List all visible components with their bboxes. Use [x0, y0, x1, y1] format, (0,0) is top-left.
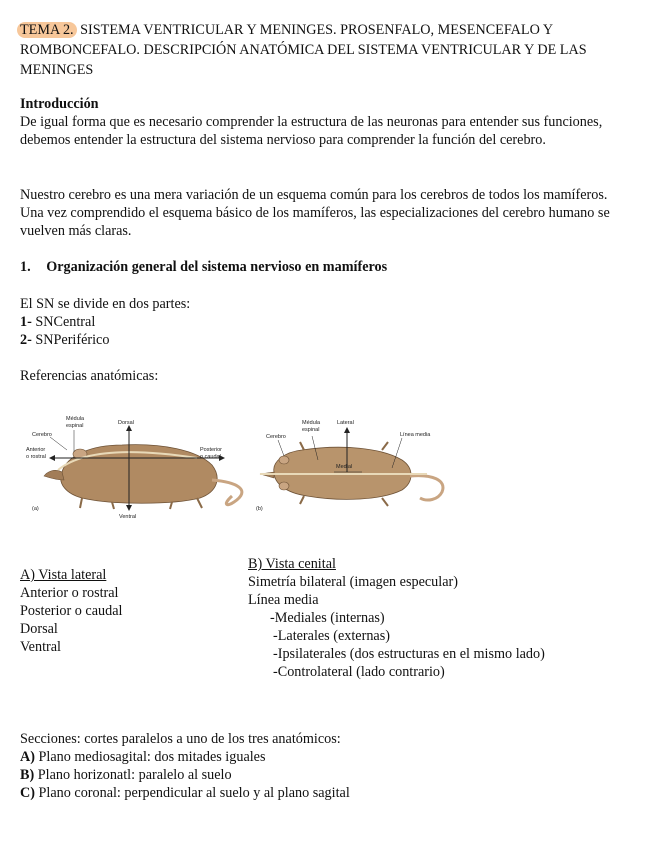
lbl-b-medula: Médula: [302, 420, 321, 426]
lbl-b-cerebro: Cerebro: [266, 434, 286, 440]
lbl-a-cerebro: Cerebro: [32, 432, 52, 438]
section-1-number: 1.: [20, 259, 31, 275]
lbl-a-dorsal: Dorsal: [118, 420, 134, 426]
seccion-letter: A): [20, 749, 35, 765]
sn-division: [20, 295, 190, 349]
vista-lateral-item: Dorsal: [20, 621, 58, 637]
lbl-b-panel: (b): [256, 506, 263, 512]
intro-heading: Introducción: [20, 96, 99, 112]
vista-cenital: [248, 555, 648, 681]
document-title: [20, 20, 640, 80]
section-1-heading: [20, 258, 387, 276]
section-1-title: Organización general del sistema nervioso en mamíferos: [46, 259, 388, 275]
vista-lateral-item: Posterior o caudal: [20, 603, 123, 619]
lbl-a-panel: (a): [32, 506, 39, 512]
sn-item-2-num: 2-: [20, 332, 32, 348]
sn-divides-text: El SN se divide en dos partes:: [20, 296, 191, 312]
sn-item-1-text: SNCentral: [31, 314, 96, 330]
lbl-a-o-rostral: o rostral: [26, 454, 46, 460]
lbl-a-posterior: Posterior: [200, 447, 223, 453]
seccion-letter: C): [20, 785, 35, 801]
seccion-item: [20, 748, 620, 766]
vista-cenital-sub: -Ipsilaterales (dos estructuras en el mismo lado): [273, 646, 545, 662]
seccion-item: [20, 784, 620, 802]
lbl-b-linea-media: Línea media: [400, 432, 431, 438]
lbl-b-espinal: espinal: [302, 427, 320, 433]
seccion-text: Plano mediosagital: dos mitades iguales: [34, 749, 266, 765]
seccion-letter: B): [20, 767, 35, 783]
lbl-b-lateral: Lateral: [337, 420, 354, 426]
intro-section: [20, 95, 620, 149]
lbl-a-o-caudal: o caudal: [200, 454, 221, 460]
vista-lateral-item: Ventral: [20, 639, 61, 655]
lbl-a-ventral: Ventral: [119, 514, 137, 520]
intro-paragraph-2-block: [20, 186, 620, 240]
vista-lateral: [20, 566, 122, 656]
sn-item-2-text: SNPeriférico: [31, 332, 110, 348]
vista-cenital-sub: -Mediales (internas): [270, 610, 385, 626]
vista-cenital-item: Simetría bilateral (imagen especular): [248, 574, 458, 590]
lbl-a-espinal: espinal: [66, 423, 84, 429]
vista-cenital-sub: -Laterales (externas): [273, 628, 390, 644]
sn-item-1: [20, 313, 190, 331]
sn-item-2: [20, 331, 190, 349]
rat-lateral: [44, 425, 242, 511]
title-highlight: TEMA 2.: [17, 22, 77, 38]
seccion-text: Plano horizonatl: paralelo al suelo: [34, 767, 232, 783]
lbl-a-medula: Médula: [66, 416, 85, 422]
lbl-b-medial: Medial: [336, 464, 353, 470]
vista-cenital-sub: -Controlateral (lado contrario): [273, 664, 445, 680]
lbl-a-anterior: Anterior: [26, 447, 46, 453]
vista-lateral-heading: A) Vista lateral: [20, 567, 107, 583]
secciones-intro: Secciones: cortes paralelos a uno de los tres anatómicos:: [20, 731, 341, 747]
intro-paragraph-2: Nuestro cerebro es una mera variación de un esquema común para los cerebros de todos los mamíferos. Una vez comprendido el esquema básico de los mamíferos, las especializaciones del cerebro humano se vuelven más claras.: [20, 187, 610, 239]
title-text: SISTEMA VENTRICULAR Y MENINGES. PROSENFALO, MESENCEFALO Y ROMBONCEFALO. DESCRIPCIÓN ANATÓMICA DEL SISTEMA VENTRICULAR Y DE LAS MENINGES: [20, 22, 587, 78]
intro-paragraph-1: De igual forma que es necesario comprender la estructura de las neuronas para entender sus funciones, debemos entender la estructura del sistema nervioso para comprender la función del cerebro.: [20, 114, 603, 148]
vista-cenital-heading: B) Vista cenital: [248, 556, 336, 572]
refs-text: Referencias anatómicas:: [20, 368, 159, 384]
rat-figure: [22, 410, 462, 520]
refs-line: [20, 367, 158, 385]
sn-item-1-num: 1-: [20, 314, 32, 330]
seccion-item: [20, 766, 620, 784]
rat-illustration: [22, 410, 462, 520]
seccion-text: Plano coronal: perpendicular al suelo y al plano sagital: [34, 785, 350, 801]
secciones: [20, 730, 620, 802]
vista-cenital-item: Línea media: [248, 592, 319, 608]
vista-lateral-item: Anterior o rostral: [20, 585, 119, 601]
